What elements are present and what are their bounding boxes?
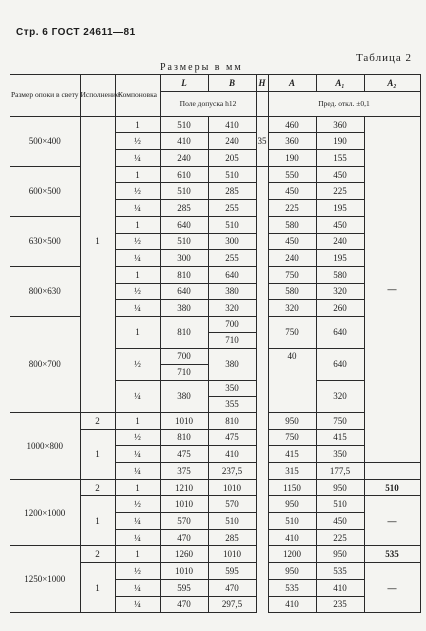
table-cell: 510 — [208, 216, 256, 233]
table-cell: 355 — [209, 396, 256, 412]
table-cell: 640 — [316, 348, 364, 380]
split-cell — [208, 380, 256, 412]
table-cell: 550 — [268, 166, 316, 183]
table-cell: 1 — [115, 166, 160, 183]
table-cell: 260 — [316, 300, 364, 317]
table-cell: 320 — [316, 283, 364, 300]
table-cell: 950 — [316, 479, 364, 496]
table-cell: ½ — [115, 348, 160, 380]
table-cell: 580 — [268, 216, 316, 233]
a2-dash: — — [364, 496, 420, 546]
table-cell: 415 — [268, 446, 316, 463]
table-cell: 300 — [160, 250, 208, 267]
table-cell: 580 — [316, 266, 364, 283]
table-cell: 315 — [268, 463, 316, 480]
table-cell: 535 — [316, 563, 364, 580]
table-cell: 510 — [160, 183, 208, 200]
table-cell: 700 — [225, 318, 239, 329]
table-cell: 410 — [160, 133, 208, 150]
table-cell: 380 — [160, 380, 208, 412]
a2-dash: — — [364, 116, 420, 462]
table-cell: 595 — [160, 579, 208, 596]
table-cell: 415 — [316, 429, 364, 446]
table-cell: 225 — [316, 183, 364, 200]
size-1250x1000: 1250×1000 — [10, 546, 80, 613]
page-header: Стр. 6 ГОСТ 24611—81 — [16, 27, 136, 38]
h-value-40: 40 — [268, 348, 316, 412]
table-cell: 320 — [268, 300, 316, 317]
table-cell: 640 — [316, 316, 364, 348]
table-cell: 380 — [208, 283, 256, 300]
table-cell: 1 — [115, 216, 160, 233]
table-cell: ¼ — [115, 596, 160, 613]
table-cell: ¼ — [115, 579, 160, 596]
table-cell: 470 — [160, 529, 208, 546]
table-cell: 380 — [208, 348, 256, 380]
table-cell: 255 — [208, 200, 256, 217]
table-cell: 240 — [160, 150, 208, 167]
table-cell: 1 — [115, 316, 160, 348]
table-cell: 710 — [161, 364, 208, 380]
table-cell: 475 — [208, 429, 256, 446]
table-cell: 1010 — [160, 496, 208, 513]
table-cell: 195 — [316, 200, 364, 217]
table-cell: 710 — [209, 332, 256, 348]
h-column-gap — [256, 166, 268, 412]
table-cell: 285 — [208, 529, 256, 546]
col-A2-header: A₂ — [364, 75, 420, 92]
table-cell: ¼ — [115, 446, 160, 463]
size-800x700: 800×700 — [10, 316, 80, 412]
exec-cell: 2 — [80, 479, 115, 496]
h-value-35: 35 — [256, 116, 268, 166]
table-cell: 570 — [160, 513, 208, 530]
table-cell: 535 — [268, 579, 316, 596]
table-cell: 450 — [316, 513, 364, 530]
table-cell: 237,5 — [208, 463, 256, 480]
table-cell: 510 — [160, 233, 208, 250]
table-cell: 475 — [160, 446, 208, 463]
dimensions-table — [10, 74, 421, 613]
table-cell: 750 — [268, 266, 316, 283]
table-cell: 1200 — [268, 546, 316, 563]
table-cell: 510 — [160, 116, 208, 133]
table-cell: 610 — [160, 166, 208, 183]
tolerance-limit: Пред. откл. ±0,1 — [268, 91, 420, 116]
table-cell: ¼ — [115, 300, 160, 317]
table-cell: 450 — [268, 183, 316, 200]
table-cell: 470 — [160, 596, 208, 613]
table-cell: 300 — [208, 233, 256, 250]
table-cell: ½ — [115, 183, 160, 200]
table-cell: 810 — [160, 429, 208, 446]
table-cell: 1260 — [160, 546, 208, 563]
table-cell: 450 — [268, 233, 316, 250]
table-cell: 1010 — [208, 479, 256, 496]
col-comp-header: Компоновка — [115, 75, 160, 117]
table-cell: ¼ — [115, 529, 160, 546]
size-1200x1000: 1200×1000 — [10, 479, 80, 546]
exec-value-1: 1 — [80, 166, 115, 316]
table-cell: 240 — [268, 250, 316, 267]
a2-value: 510 — [364, 479, 420, 496]
table-cell: 155 — [316, 150, 364, 167]
table-cell: 950 — [268, 496, 316, 513]
table-cell: 410 — [268, 596, 316, 613]
table-cell: ½ — [115, 429, 160, 446]
table-cell: 460 — [268, 116, 316, 133]
table-cell: 810 — [160, 266, 208, 283]
table-cell: 450 — [316, 166, 364, 183]
exec-blank-bottom — [80, 316, 115, 412]
table-cell: 510 — [208, 513, 256, 530]
exec-blank-top — [80, 116, 115, 166]
table-cell: 320 — [208, 300, 256, 317]
table-cell: 750 — [268, 316, 316, 348]
table-cell: 510 — [208, 166, 256, 183]
table-cell: 580 — [268, 283, 316, 300]
a2-value: 535 — [364, 546, 420, 563]
col-size-header: Размер опоки в свету — [10, 75, 80, 117]
exec-cell: 1 — [80, 563, 115, 613]
table-cell: 380 — [160, 300, 208, 317]
tolerance-h12: Поле допуска h12 — [160, 91, 256, 116]
table-cell: 1 — [115, 479, 160, 496]
table-cell: 950 — [268, 563, 316, 580]
h-blank-cell — [256, 91, 268, 116]
table-cell: 470 — [208, 579, 256, 596]
h-column-gap — [256, 412, 268, 612]
table-cell: 360 — [268, 133, 316, 150]
table-cell: 1010 — [208, 546, 256, 563]
size-600x500: 600×500 — [10, 166, 80, 216]
table-cell: 320 — [316, 380, 364, 412]
col-exec-header: Исполнение — [80, 75, 115, 117]
size-500x400: 500×400 — [10, 116, 80, 166]
table-cell: 950 — [316, 546, 364, 563]
table-cell: 285 — [160, 200, 208, 217]
table-cell: 360 — [316, 116, 364, 133]
table-cell: 410 — [208, 116, 256, 133]
table-cell: 570 — [208, 496, 256, 513]
table-cell: 510 — [268, 513, 316, 530]
table-cell: 410 — [316, 579, 364, 596]
table-cell: 1 — [115, 116, 160, 133]
table-cell: 190 — [268, 150, 316, 167]
table-cell: 640 — [208, 266, 256, 283]
split-cell — [208, 316, 256, 348]
table-cell: 750 — [316, 412, 364, 429]
exec-cell: 1 — [80, 496, 115, 546]
table-cell: ½ — [115, 283, 160, 300]
table-cell: 190 — [316, 133, 364, 150]
table-cell: 1010 — [160, 412, 208, 429]
table-cell: 285 — [208, 183, 256, 200]
table-cell: 410 — [268, 529, 316, 546]
col-L-header: L — [160, 75, 208, 92]
table-cell: ¼ — [115, 200, 160, 217]
table-cell: 350 — [316, 446, 364, 463]
table-cell: 240 — [208, 133, 256, 150]
units-caption: Размеры в мм — [160, 62, 243, 73]
table-cell: 510 — [316, 496, 364, 513]
exec-cell: 1 — [80, 429, 115, 479]
table-cell: ¼ — [115, 380, 160, 412]
split-cell — [160, 348, 208, 380]
a2-dash: — — [364, 563, 420, 613]
table-cell: 700 — [177, 350, 191, 361]
table-cell: 297,5 — [208, 596, 256, 613]
table-cell: 195 — [316, 250, 364, 267]
table-cell: 375 — [160, 463, 208, 480]
table-cell: 350 — [225, 382, 239, 393]
table-number: Таблица 2 — [355, 52, 412, 64]
table-cell: 1150 — [268, 479, 316, 496]
table-cell: 950 — [268, 412, 316, 429]
table-cell: ½ — [115, 233, 160, 250]
table-cell: 240 — [316, 233, 364, 250]
table-cell: 1010 — [160, 563, 208, 580]
table-cell: 595 — [208, 563, 256, 580]
table-cell: ¼ — [115, 463, 160, 480]
table-cell: 177,5 — [316, 463, 364, 480]
table-cell: 235 — [316, 596, 364, 613]
table-cell: 640 — [160, 216, 208, 233]
size-1000x800: 1000×800 — [10, 412, 80, 479]
table-cell: 1 — [115, 546, 160, 563]
exec-cell: 2 — [80, 412, 115, 429]
exec-cell: 2 — [80, 546, 115, 563]
col-H-header: H — [256, 75, 268, 92]
size-630x500: 630×500 — [10, 216, 80, 266]
size-800x630: 800×630 — [10, 266, 80, 316]
table-cell: 810 — [208, 412, 256, 429]
table-cell: 640 — [160, 283, 208, 300]
table-cell: ¼ — [115, 150, 160, 167]
table-cell: ½ — [115, 133, 160, 150]
table-cell: 750 — [268, 429, 316, 446]
table-cell: ¼ — [115, 513, 160, 530]
table-cell: 225 — [316, 529, 364, 546]
table-cell: 1210 — [160, 479, 208, 496]
table-cell: 810 — [160, 316, 208, 348]
col-B-header: B — [208, 75, 256, 92]
table-cell: 225 — [268, 200, 316, 217]
table-cell: 255 — [208, 250, 256, 267]
col-A-header: A — [268, 75, 316, 92]
table-cell: 1 — [115, 266, 160, 283]
table-cell: ½ — [115, 563, 160, 580]
table-cell: 450 — [316, 216, 364, 233]
table-cell: 410 — [208, 446, 256, 463]
table-cell: 205 — [208, 150, 256, 167]
col-A1-header: A₁ — [316, 75, 364, 92]
table-cell: 1 — [115, 412, 160, 429]
table-cell: ½ — [115, 496, 160, 513]
table-cell: ¼ — [115, 250, 160, 267]
